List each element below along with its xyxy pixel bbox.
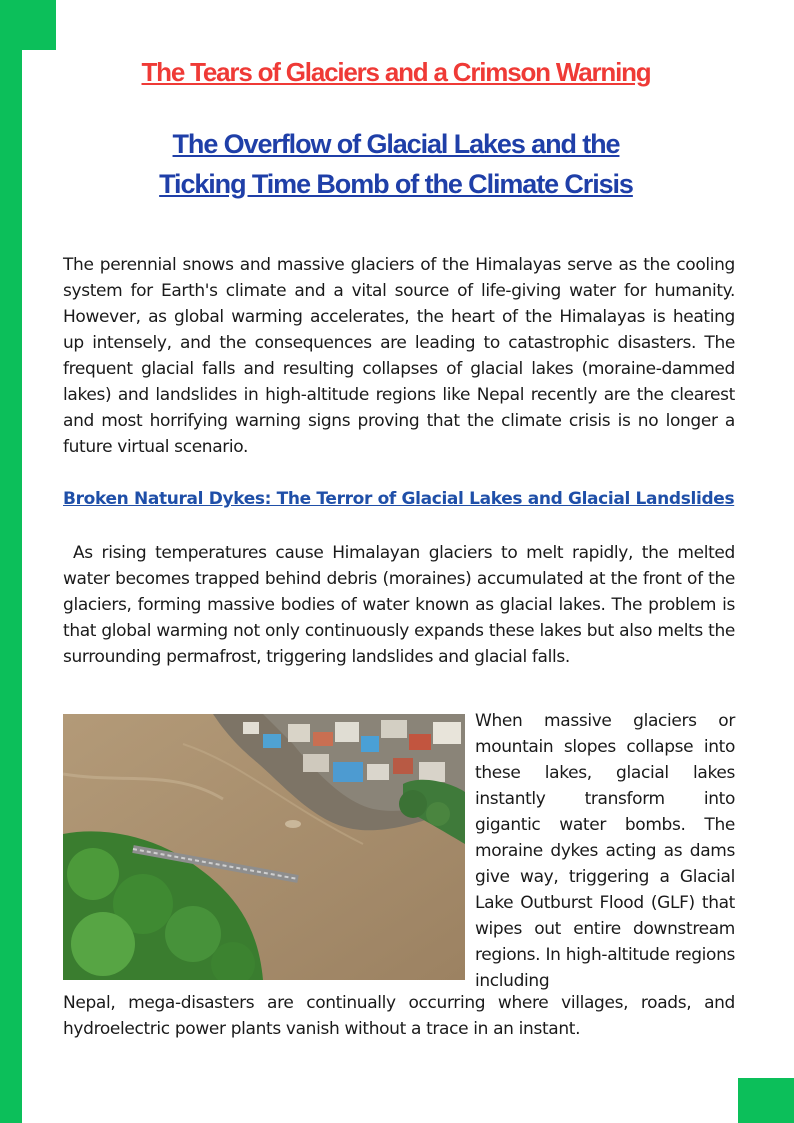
page-title: The Tears of Glaciers and a Crimson Warning <box>141 57 651 87</box>
section-heading: Broken Natural Dykes: The Terror of Glacial Lakes and Glacial Landslides <box>63 489 735 509</box>
section-paragraph: As rising temperatures cause Himalayan glaciers to melt rapidly, the melted water becomes trapped behind debris (moraines) accumulated at the front of the glaciers, forming massive bodies of water known as glacial lakes. The problem is that global warming not only continuously expands these lakes but also melts the surrounding permafrost, triggering landslides and glacial falls. <box>63 543 735 667</box>
flood-aerial-photo <box>63 714 465 980</box>
subtitle-line-2: Ticking Time Bomb of the Climate Crisis <box>159 169 633 199</box>
left-accent-bar <box>0 0 22 1123</box>
side-paragraph: When massive glaciers or mountain slopes collapse into these lakes, glacial lakes instantly transform into gigantic water bombs. The moraine dykes acting as dams give way, triggering a Glacial Lake Outburst Flood (GLF) that wipes out entire downstream regions. In high-altitude regions including <box>475 711 735 991</box>
intro-paragraph: The perennial snows and massive glaciers of the Himalayas serve as the cooling system for Earth's climate and a vital source of life-giving water for humanity. However, as global warming accelerates, the heart of the Himalayas is heating up intensely, and the consequences are leading to catastrophic disasters. The frequent glacial falls and resulting collapses of glacial lakes (moraine-dammed lakes) and landslides in high-altitude regions like Nepal recently are the clearest and most horrifying warning signs proving that the climate crisis is no longer a future virtual scenario. <box>63 255 735 457</box>
bottom-right-accent-block <box>738 1078 794 1123</box>
continued-paragraph: Nepal, mega-disasters are continually occurring where villages, roads, and hydroelectric power plants vanish without a trace in an instant. <box>63 993 735 1039</box>
page-subtitle <box>54 124 738 204</box>
top-left-accent-block <box>0 0 56 50</box>
subtitle-line-1: The Overflow of Glacial Lakes and the <box>172 129 620 159</box>
